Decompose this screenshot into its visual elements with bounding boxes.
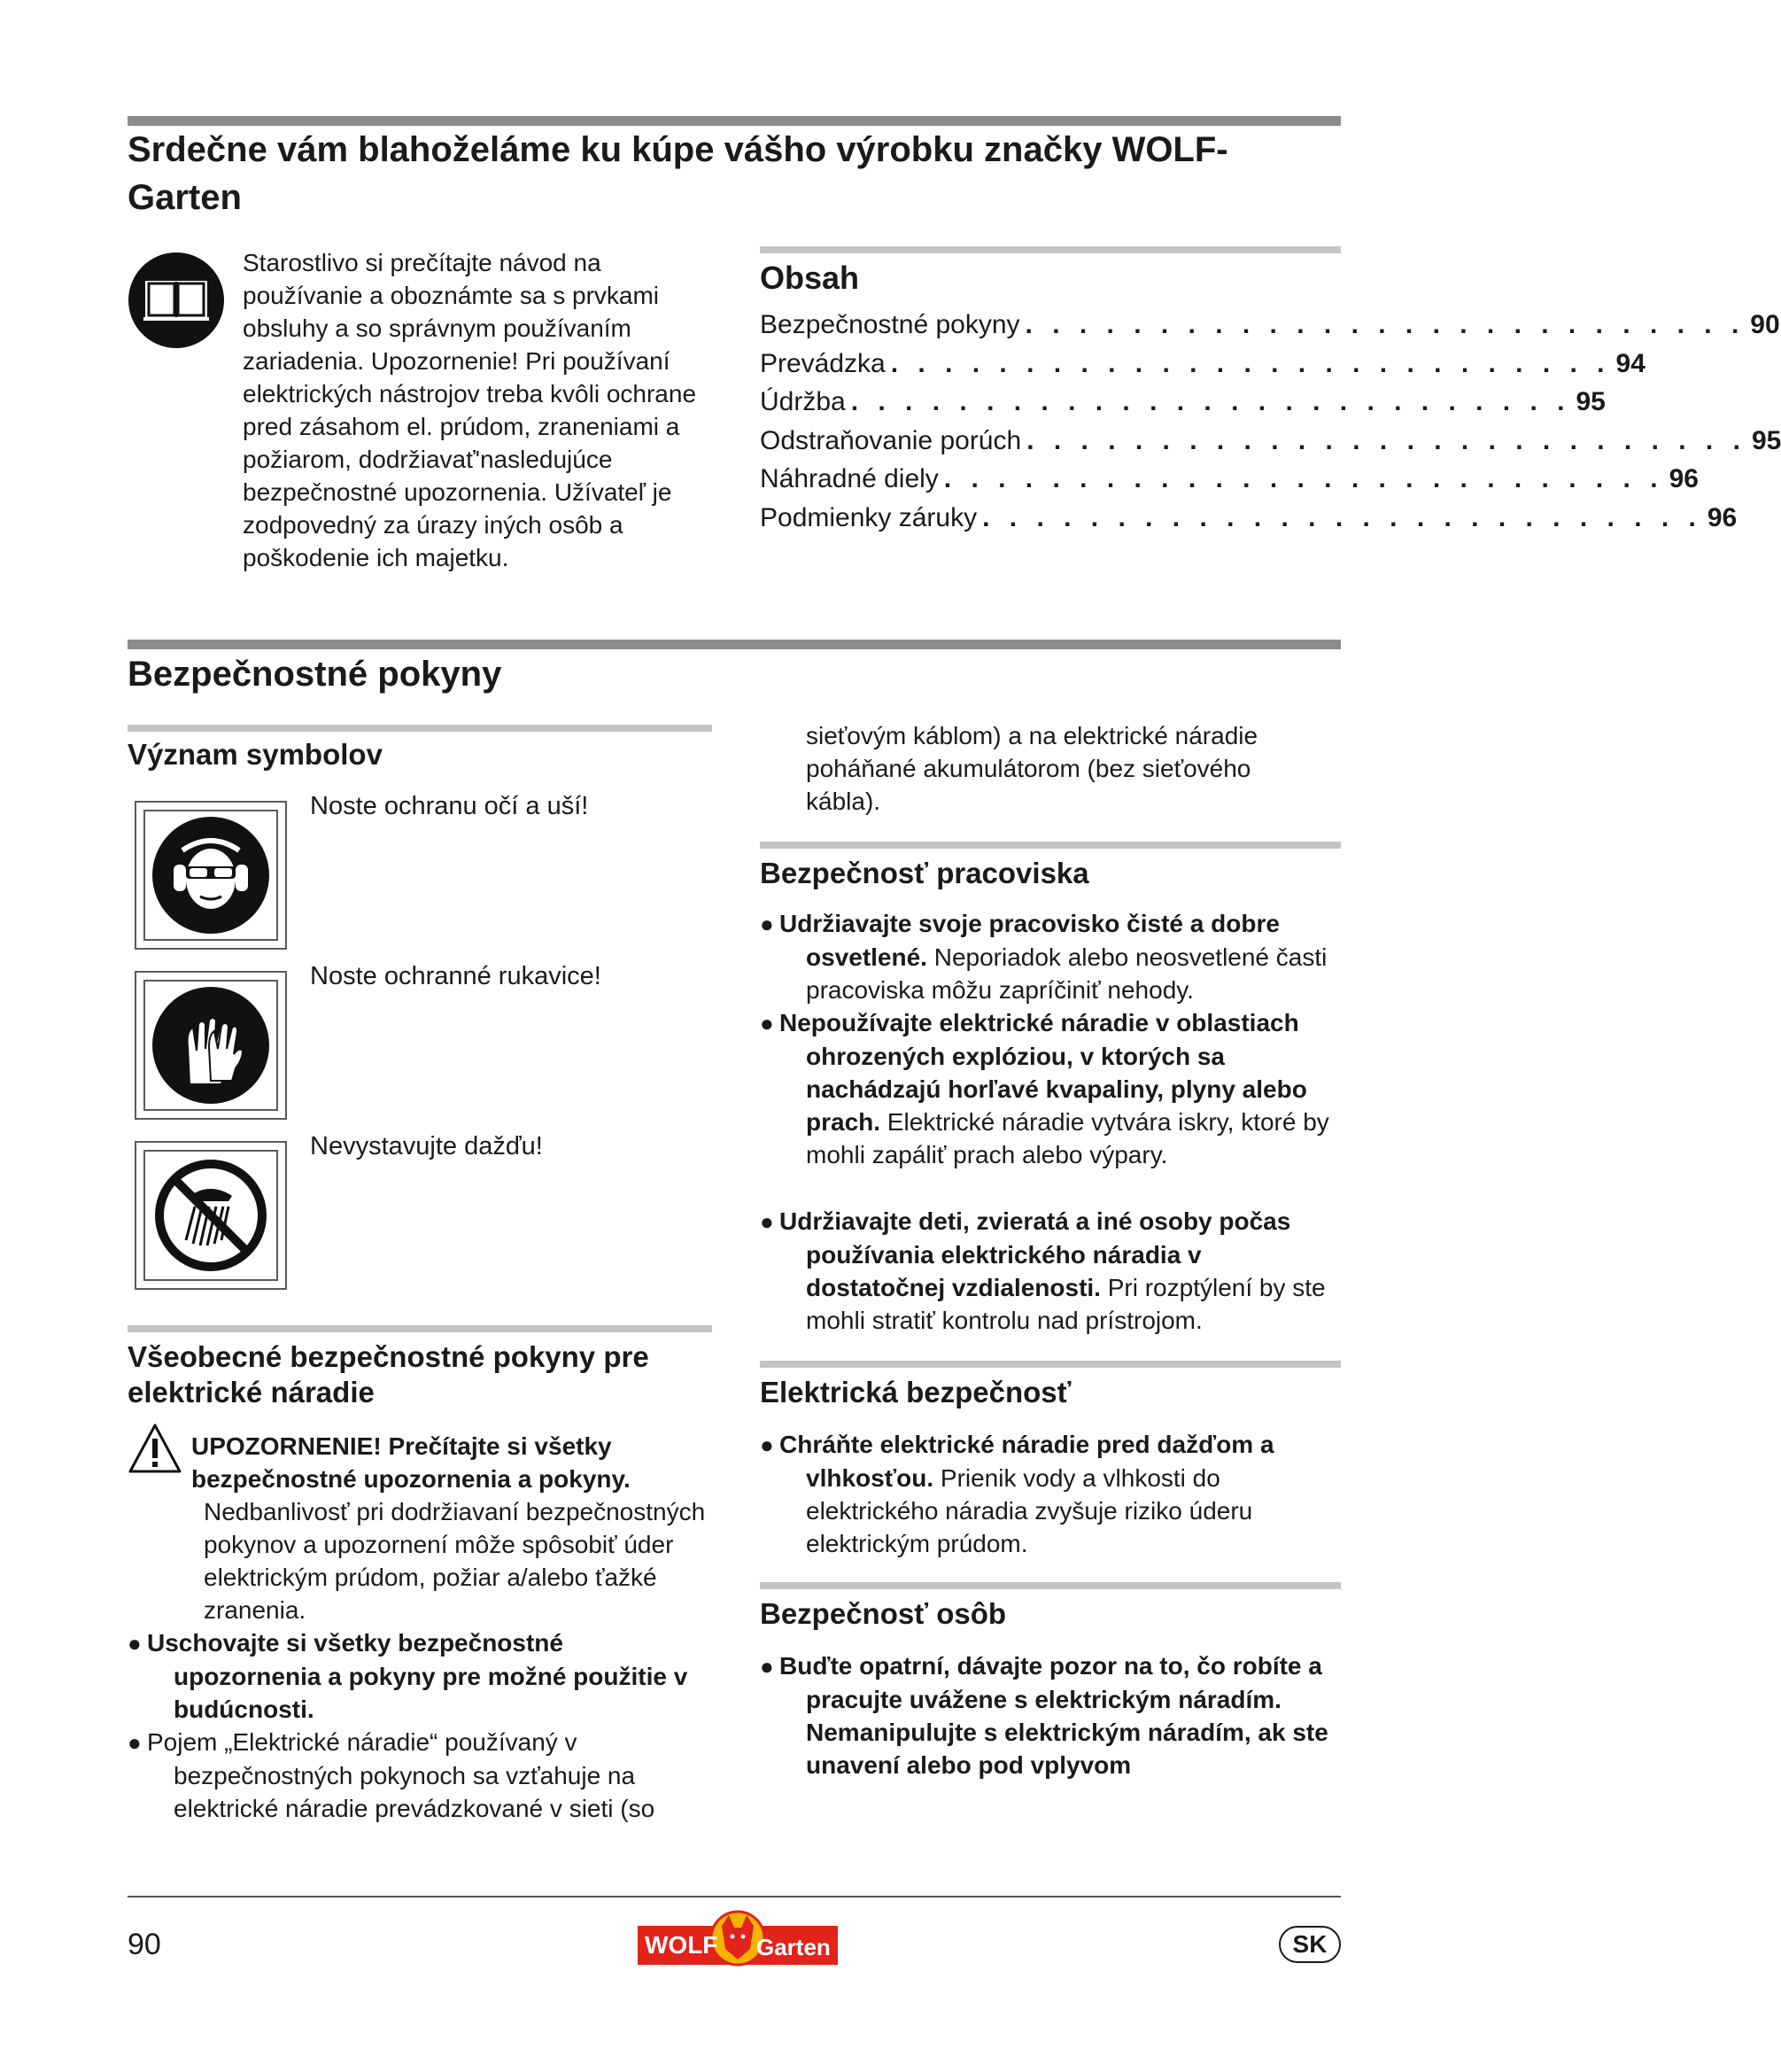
toc-item-page: 90	[1750, 310, 1780, 339]
bullet-icon: ●	[128, 1630, 142, 1657]
list-item-text: Neporiadok alebo neosvetlené časti pracoviska môžu zapríčiniť nehody.	[806, 943, 1328, 1004]
toc-list	[760, 310, 1781, 541]
list-item	[760, 1649, 1341, 1781]
page-title	[128, 126, 1341, 221]
list-item-text: Pojem „Elektrické náradie“ používaný v bezpečnostných pokynoch sa vzťahuje na elektrické náradie prevádzkované v sieti (so	[147, 1728, 655, 1822]
workplace-rule	[760, 842, 1341, 849]
general-title-line1: Všeobecné bezpečnostné pokyny pre	[128, 1340, 649, 1373]
toc-leader: . . . . . . . . . . . . . . . . . . . . . . . . . . .	[850, 387, 1571, 416]
personal-rule	[760, 1582, 1341, 1589]
safety-title: Bezpečnostné pokyny	[128, 655, 502, 694]
toc-leader: . . . . . . . . . . . . . . . . . . . . . . . . . . .	[890, 348, 1611, 378]
list-item	[760, 1006, 1341, 1171]
toc-item[interactable]	[760, 464, 1699, 503]
toc-title: Obsah	[760, 260, 860, 296]
list-item-bold: Nepoužívajte elektrické náradie v oblastiach ohrozených explóziou, v ktorých sa nachádzajú horľavé kvapaliny, plyny alebo prach.	[779, 1009, 1307, 1136]
toc-item[interactable]	[760, 310, 1780, 349]
page-number: 90	[128, 1928, 161, 1961]
symbol-text: Nevystavujte dažďu!	[310, 1132, 543, 1160]
toc-leader: . . . . . . . . . . . . . . . . . . . . . . . . . . .	[943, 464, 1664, 493]
toc-item-page: 95	[1576, 387, 1606, 416]
toc-leader: . . . . . . . . . . . . . . . . . . . . . . . . . . .	[982, 502, 1702, 532]
warning-text: Nedbanlivosť pri dodržiavaní bezpečnostných pokynov a upozornení môže spôsobiť úder elektrickým prúdom, požiar a/alebo ťažké zranenia.	[204, 1498, 706, 1624]
symbol-text: Noste ochranné rukavice!	[310, 962, 601, 990]
toc-item-label: Náhradné diely	[760, 464, 939, 493]
brand-logo-left: WOLF	[645, 1931, 718, 1959]
toc-leader: . . . . . . . . . . . . . . . . . . . . . . . . . . .	[1026, 425, 1746, 455]
toc-item[interactable]	[760, 425, 1781, 465]
toc-leader: . . . . . . . . . . . . . . . . . . . . . . . . . . .	[1025, 310, 1746, 339]
list-item-text: Pri rozptýlení by ste mohli stratiť kontrolu nad prístrojom.	[806, 1274, 1326, 1334]
list-item-bold: Udržiavajte svoje pracovisko čisté a dobre osvetlené.	[779, 910, 1280, 971]
toc-rule	[760, 246, 1341, 253]
warning-block	[191, 1430, 705, 1495]
electrical-rule	[760, 1361, 1341, 1368]
ear-eye-protection-icon	[151, 815, 271, 935]
bullet-icon: ●	[760, 1208, 774, 1235]
warning-icon	[128, 1423, 182, 1474]
symbol-box	[135, 801, 287, 950]
symbol-box	[135, 971, 287, 1120]
language-badge: SK	[1279, 1926, 1341, 1963]
toc-item-page: 96	[1707, 502, 1738, 532]
list-item	[760, 1428, 1341, 1560]
list-item	[128, 1626, 712, 1726]
bullet-icon: ●	[760, 911, 774, 937]
list-item	[760, 1205, 1341, 1337]
electrical-title: Elektrická bezpečnosť	[760, 1376, 1072, 1408]
brand-logo	[638, 1906, 838, 1970]
no-rain-icon	[151, 1155, 271, 1276]
toc-item-label: Údržba	[760, 387, 846, 416]
warning-bold: UPOZORNENIE! Prečítajte si všetky bezpečnostné upozornenia a pokyny.	[191, 1432, 631, 1493]
personal-title: Bezpečnosť osôb	[760, 1597, 1007, 1630]
general-title-line2: elektrické náradie	[128, 1376, 375, 1408]
toc-item-label: Podmienky záruky	[760, 502, 978, 532]
page-title-line2: Garten	[128, 178, 242, 217]
bullet-icon: ●	[128, 1729, 142, 1756]
book-icon	[128, 252, 225, 349]
symbols-rule	[128, 725, 712, 732]
list-item-bold: Chráňte elektrické náradie pred dažďom a vlhkosťou.	[779, 1431, 1274, 1492]
toc-item[interactable]	[760, 502, 1738, 542]
symbols-title: Význam symbolov	[128, 738, 383, 771]
general-title	[128, 1339, 712, 1410]
toc-item-label: Odstraňovanie porúch	[760, 425, 1022, 455]
list-item-text: Elektrické náradie vytvára iskry, ktoré by mohli zapáliť prach alebo výpary.	[806, 1108, 1329, 1168]
list-item-bold: Uschovajte si všetky bezpečnostné upozornenia a pokyny pre možné použitie v budúcnosti.	[147, 1629, 688, 1723]
header-rule	[128, 116, 1341, 126]
toc-item[interactable]	[760, 348, 1645, 388]
toc-item-page: 95	[1751, 425, 1781, 455]
footer-rule	[128, 1896, 1341, 1897]
toc-item[interactable]	[760, 387, 1606, 426]
toc-item-page: 94	[1615, 348, 1645, 378]
toc-item-page: 96	[1669, 464, 1699, 493]
general-rule	[128, 1325, 712, 1332]
workplace-title: Bezpečnosť pracoviska	[760, 857, 1089, 889]
page-title-line1: Srdečne vám blahoželáme ku kúpe vášho výrobku značky WOLF-	[128, 130, 1228, 169]
toc-item-label: Bezpečnostné pokyny	[760, 310, 1020, 339]
bullet-icon: ●	[760, 1010, 774, 1036]
list-item-bold: Buďte opatrní, dávajte pozor na to, čo robíte a pracujte uvážene s elektrickým náradím. Nemanipulujte s elektrickým náradím, ak ste unavení alebo pod vplyvom	[779, 1652, 1328, 1779]
bullet-icon: ●	[760, 1432, 774, 1458]
list-item-text: Prienik vody a vlhkosti do elektrického náradia zvyšuje riziko úderu elektrickým prúdom.	[806, 1464, 1253, 1557]
bullet-icon: ●	[760, 1653, 774, 1680]
list-item-bold: Udržiavajte deti, zvieratá a iné osoby počas používania elektrického náradia v dostatočnej vzdialenosti.	[779, 1207, 1291, 1301]
gloves-icon	[151, 985, 271, 1106]
intro-text: Starostlivo si prečítajte návod na používanie a oboznámte sa s prvkami obsluhy a so správnym používaním zariadenia. Upozornenie! Pri používaní elektrických nástrojov treba kvôli ochrane pred zásahom el. prúdom, zraneniami a požiarom, dodržiavať'nasledujúce bezpečnostné upozornenia. Užívateľ je zodpovedný za úrazy iných osôb a poškodenie ich majetku.	[243, 249, 697, 571]
safety-rule	[128, 640, 1341, 649]
list-item	[760, 907, 1341, 1006]
list-item	[128, 1726, 712, 1825]
toc-item-label: Prevádzka	[760, 348, 886, 378]
brand-logo-right: Garten	[756, 1934, 831, 1960]
symbol-text: Noste ochranu očí a uší!	[310, 792, 589, 820]
list-item-continuation: sieťovým káblom) a na elektrické náradie poháňané akumulátorom (bez sieťového kábla).	[806, 722, 1258, 815]
symbol-box	[135, 1141, 287, 1290]
